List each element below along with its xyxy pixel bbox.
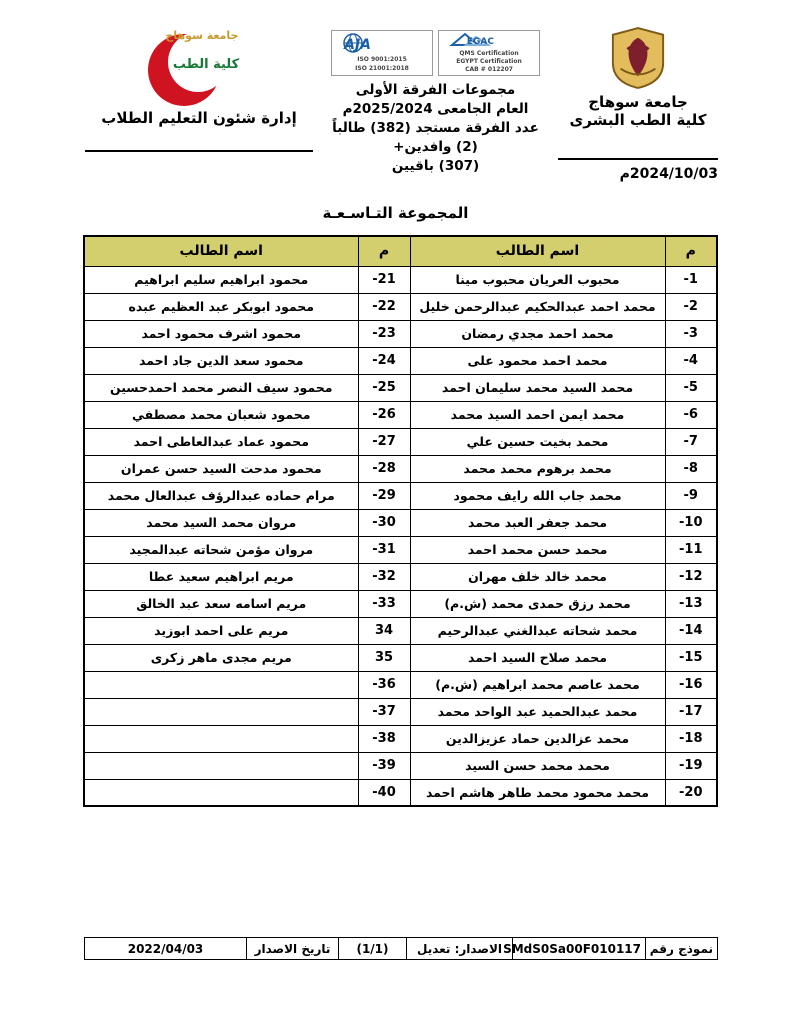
row-number-cell: -18	[665, 725, 717, 752]
row-number-cell: -9	[665, 482, 717, 509]
student-row	[84, 698, 717, 725]
col-header-number-left: م	[358, 236, 410, 266]
row-number-cell: 35	[358, 644, 410, 671]
row-number-cell: -26	[358, 401, 410, 428]
crescent-top-text: جامعة سوهاج	[165, 29, 239, 42]
row-number-cell: -29	[358, 482, 410, 509]
row-number-cell: -33	[358, 590, 410, 617]
red-crescent-logo-icon	[124, 26, 274, 108]
student-name-cell: محمد عاصم محمد ابراهيم (ش.م)	[410, 671, 665, 698]
student-name-cell: محمد محمد حسن السيد	[410, 752, 665, 779]
row-number-cell: -12	[665, 563, 717, 590]
faculty-name: كلية الطب البشرى	[569, 111, 707, 129]
student-name-cell: محمود ابراهيم سليم ابراهيم	[84, 266, 358, 293]
student-name-cell: مريم مجدى ماهر زكرى	[84, 644, 358, 671]
student-name-cell: مريم ابراهيم سعيد عطا	[84, 563, 358, 590]
footer-cell: نموذج رقم	[646, 938, 718, 960]
row-number-cell: 34	[358, 617, 410, 644]
aja-subtext-1: ISO 9001:2015	[357, 56, 407, 63]
students-table-head	[84, 236, 717, 266]
row-number-cell: -39	[358, 752, 410, 779]
row-number-cell: -21	[358, 266, 410, 293]
student-name-cell: محمود اشرف محمود احمد	[84, 320, 358, 347]
student-name-cell: محمد ايمن احمد السيد محمد	[410, 401, 665, 428]
row-number-cell: -31	[358, 536, 410, 563]
student-name-cell: محمد عزالدين حماد عزيزالدين	[410, 725, 665, 752]
university-shield-icon	[609, 26, 667, 90]
row-number-cell: -2	[665, 293, 717, 320]
header	[0, 0, 791, 182]
student-row	[84, 374, 717, 401]
student-name-cell: مريم على احمد ابوزيد	[84, 617, 358, 644]
row-number-cell: -20	[665, 779, 717, 806]
student-name-cell: محمود سعد الدين جاد احمد	[84, 347, 358, 374]
student-row	[84, 293, 717, 320]
row-number-cell: -15	[665, 644, 717, 671]
student-name-cell: محمد جعفر العبد محمد	[410, 509, 665, 536]
student-row	[84, 428, 717, 455]
student-row	[84, 725, 717, 752]
student-name-cell: مروان مؤمن شحاته عبدالمجيد	[84, 536, 358, 563]
student-row	[84, 266, 717, 293]
student-name-cell: محمد احمد عبدالحكيم عبدالرحمن خليل	[410, 293, 665, 320]
row-number-cell: -10	[665, 509, 717, 536]
university-name: جامعة سوهاج	[588, 93, 688, 111]
student-name-cell: محمود مدحت السيد حسن عمران	[84, 455, 358, 482]
row-number-cell: -14	[665, 617, 717, 644]
student-name-cell	[84, 779, 358, 806]
department-name: إدارة شئون التعليم الطلاب	[101, 109, 297, 127]
row-number-cell: -6	[665, 401, 717, 428]
footer-cell: SMdS0Sa00F010117	[513, 938, 646, 960]
aja-subtext-2: ISO 21001:2018	[355, 65, 409, 72]
university-block	[558, 26, 718, 182]
certification-badges	[331, 30, 540, 76]
row-number-cell: -19	[665, 752, 717, 779]
groups-title-line: مجموعات الفرقة الأولى	[355, 82, 516, 98]
student-row	[84, 536, 717, 563]
student-name-cell: محمد محمود محمد طاهر هاشم احمد	[410, 779, 665, 806]
row-number-cell: -28	[358, 455, 410, 482]
footer-cell: (1/1)	[339, 938, 407, 960]
aja-label: AJA	[344, 37, 371, 53]
footer-table	[84, 937, 718, 960]
student-row	[84, 347, 717, 374]
student-name-cell: محمود ابوبكر عبد العظيم عبده	[84, 293, 358, 320]
header-center	[313, 26, 558, 175]
student-row	[84, 752, 717, 779]
row-number-cell: -36	[358, 671, 410, 698]
student-name-cell	[84, 698, 358, 725]
student-name-cell: محمود عماد عبدالعاطى احمد	[84, 428, 358, 455]
student-row	[84, 617, 717, 644]
student-row	[84, 671, 717, 698]
student-name-cell: مرام حماده عبدالرؤف عبدالعال محمد	[84, 482, 358, 509]
student-row	[84, 644, 717, 671]
group-title: المجموعة التـاسـعـة	[322, 204, 469, 222]
student-name-cell: محمد شحاته عبدالغني عبدالرحيم	[410, 617, 665, 644]
egac-subtext-3: CAB # 012207	[465, 66, 513, 73]
col-header-number-right: م	[665, 236, 717, 266]
students-tbody	[84, 266, 717, 806]
student-name-cell	[84, 752, 358, 779]
academic-year-line: العام الجامعى 2025/2024م	[342, 100, 529, 117]
document-date: 2024/10/03م	[619, 166, 718, 182]
university-block-inner	[558, 26, 718, 160]
row-number-cell: -11	[665, 536, 717, 563]
row-number-cell: -32	[358, 563, 410, 590]
student-row	[84, 482, 717, 509]
student-name-cell: محمد رزق حمدى محمد (ش.م)	[410, 590, 665, 617]
header-row	[84, 236, 717, 266]
row-number-cell: -4	[665, 347, 717, 374]
row-number-cell: -16	[665, 671, 717, 698]
student-name-cell: مروان محمد السيد محمد	[84, 509, 358, 536]
student-name-cell: محمد حسن محمد احمد	[410, 536, 665, 563]
row-number-cell: -5	[665, 374, 717, 401]
student-name-cell: مريم اسامه سعد عبد الخالق	[84, 590, 358, 617]
cohort-count-line: عدد الفرقة مستجد (382) طالباً (2) وافدين+	[332, 119, 539, 155]
student-row	[84, 590, 717, 617]
student-name-cell: محبوب العريان محبوب مينا	[410, 266, 665, 293]
footer-cell: الاصدار: تعديل	[407, 938, 513, 960]
student-row	[84, 563, 717, 590]
aja-certification-icon	[331, 30, 433, 76]
row-number-cell: -38	[358, 725, 410, 752]
row-number-cell: -3	[665, 320, 717, 347]
student-name-cell	[84, 671, 358, 698]
row-number-cell: -40	[358, 779, 410, 806]
egac-certification-icon	[438, 30, 540, 76]
student-row	[84, 320, 717, 347]
student-name-cell: محمد السيد محمد سليمان احمد	[410, 374, 665, 401]
egac-label: EGAC	[466, 37, 494, 47]
row-number-cell: -23	[358, 320, 410, 347]
student-name-cell: محمد برهوم محمد محمد	[410, 455, 665, 482]
row-number-cell: -22	[358, 293, 410, 320]
student-name-cell: محمد احمد محمود على	[410, 347, 665, 374]
student-name-cell: محمود شعبان محمد مصطفي	[84, 401, 358, 428]
footer-cell: 2022/04/03	[85, 938, 247, 960]
row-number-cell: -13	[665, 590, 717, 617]
row-number-cell: -1	[665, 266, 717, 293]
crescent-center-text: كلية الطب	[172, 57, 240, 72]
student-name-cell: محمد بخيت حسين علي	[410, 428, 665, 455]
row-number-cell: -37	[358, 698, 410, 725]
students-table	[83, 235, 718, 807]
student-name-cell: محمد صلاح السيد احمد	[410, 644, 665, 671]
row-number-cell: -30	[358, 509, 410, 536]
footer-cell: تاريخ الاصدار	[247, 938, 339, 960]
col-header-name-left: اسم الطالب	[84, 236, 358, 266]
student-row	[84, 779, 717, 806]
student-row	[84, 401, 717, 428]
student-name-cell: محمود سيف النصر محمد احمدحسين	[84, 374, 358, 401]
student-name-cell	[84, 725, 358, 752]
department-block	[85, 26, 313, 152]
student-name-cell: محمد خالد خلف مهران	[410, 563, 665, 590]
footer-row	[85, 938, 718, 960]
row-number-cell: -24	[358, 347, 410, 374]
remaining-count-line: (307) باقيين	[391, 157, 480, 174]
row-number-cell: -7	[665, 428, 717, 455]
student-name-cell: محمد عبدالحميد عبد الواحد محمد	[410, 698, 665, 725]
row-number-cell: -25	[358, 374, 410, 401]
row-number-cell: -8	[665, 455, 717, 482]
row-number-cell: -17	[665, 698, 717, 725]
student-name-cell: محمد احمد مجدي رمضان	[410, 320, 665, 347]
row-number-cell: -27	[358, 428, 410, 455]
egac-subtext-2: EGYPT Certification	[456, 58, 522, 65]
student-name-cell: محمد جاب الله رايف محمود	[410, 482, 665, 509]
student-row	[84, 509, 717, 536]
col-header-name-right: اسم الطالب	[410, 236, 665, 266]
student-row	[84, 455, 717, 482]
egac-subtext-1: QMS Certification	[459, 50, 519, 57]
